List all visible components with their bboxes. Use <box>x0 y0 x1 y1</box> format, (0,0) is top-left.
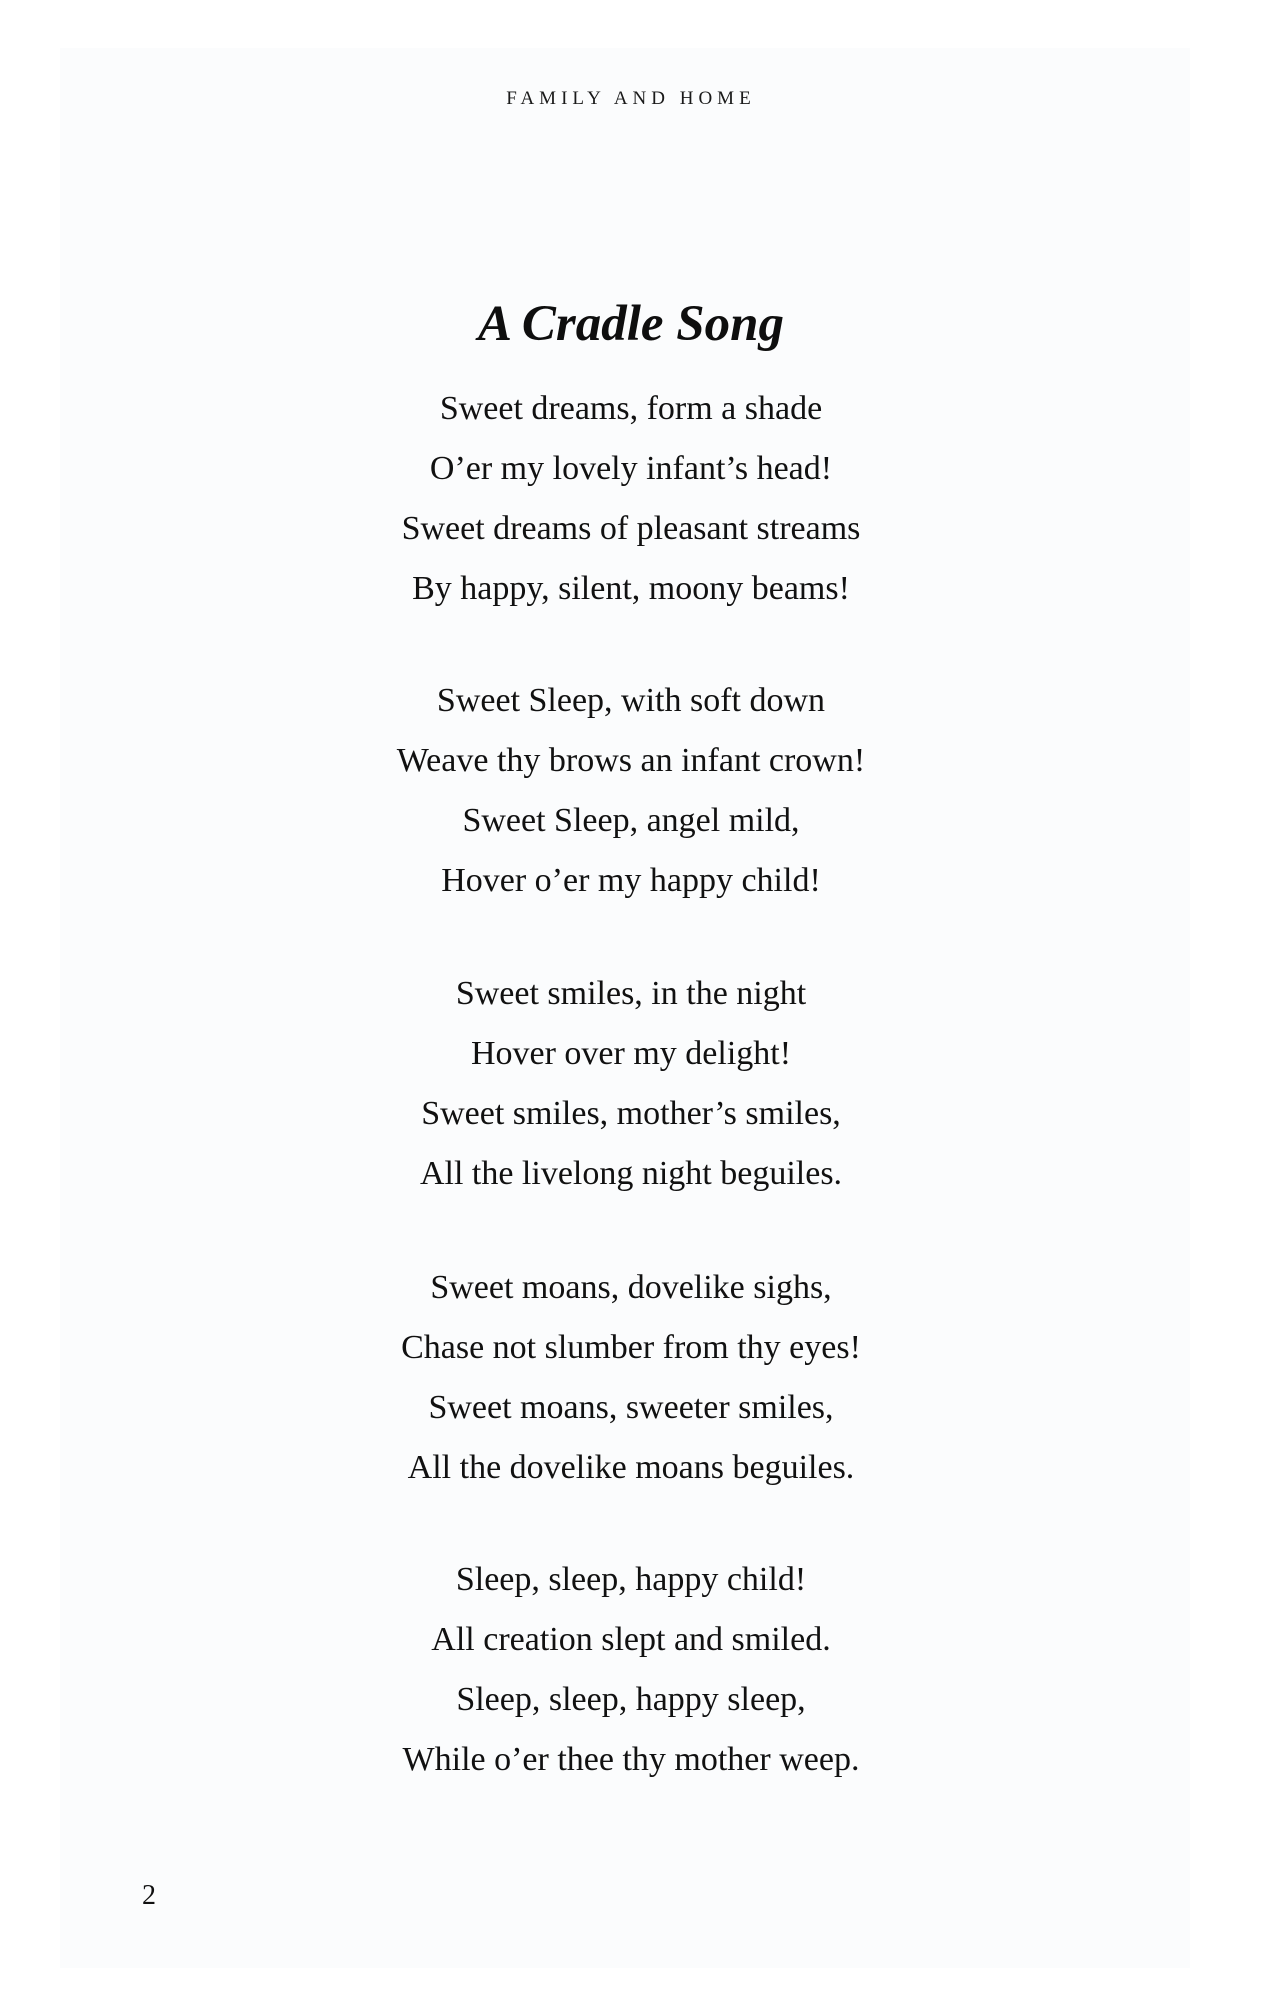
poem-line: Weave thy brows an infant crown! <box>396 742 866 779</box>
poem-line: Sweet smiles, mother’s smiles, <box>421 1095 841 1132</box>
poem-line: All the livelong night beguiles. <box>419 1155 843 1192</box>
poem-line: Chase not slumber from thy eyes! <box>401 1329 861 1366</box>
poem-line: Hover o’er my happy child! <box>441 862 821 899</box>
poem-line: All creation slept and smiled. <box>431 1621 831 1658</box>
stanza <box>0 964 1262 1204</box>
poem-line: Sweet Sleep, with soft down <box>436 682 826 719</box>
poem-title: A Cradle Song <box>477 296 785 352</box>
poem-line: Sleep, sleep, happy sleep, <box>456 1681 806 1718</box>
poem-line: All the dovelike moans beguiles. <box>407 1449 855 1486</box>
poem-line: Sweet moans, dovelike sighs, <box>430 1269 832 1306</box>
poem-line: Sleep, sleep, happy child! <box>455 1561 807 1598</box>
page-number: 2 <box>142 1880 156 1911</box>
poem-line: O’er my lovely infant’s head! <box>429 450 833 487</box>
poem-line: Hover over my delight! <box>470 1035 792 1072</box>
poem-line: By happy, silent, moony beams! <box>412 570 850 607</box>
running-head: FAMILY AND HOME <box>506 88 756 109</box>
stanza <box>0 1550 1262 1790</box>
poem-line: Sweet Sleep, angel mild, <box>462 802 800 839</box>
stanza <box>0 379 1262 619</box>
poem-line: Sweet dreams of pleasant streams <box>401 510 861 547</box>
stanza <box>0 1258 1262 1498</box>
poem-line: While o’er thee thy mother weep. <box>402 1741 860 1778</box>
poem-line: Sweet smiles, in the night <box>455 975 807 1012</box>
stanza <box>0 671 1262 911</box>
poem-line: Sweet dreams, form a shade <box>439 390 823 427</box>
poem-line: Sweet moans, sweeter smiles, <box>428 1389 834 1426</box>
